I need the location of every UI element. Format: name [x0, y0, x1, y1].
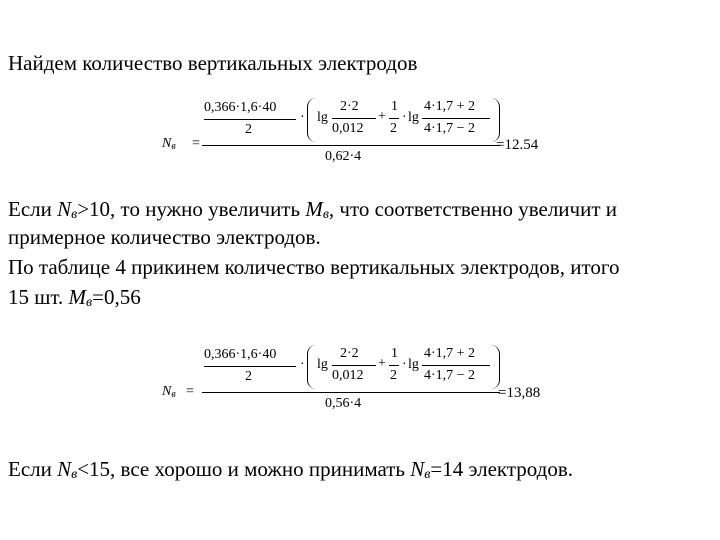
- eq2-dot: ·: [300, 357, 305, 372]
- eq1-frac2-bar: [389, 118, 399, 119]
- eq1-frac2-num: 1: [391, 99, 398, 114]
- eq1-frac1-den: 0,012: [332, 121, 364, 136]
- eq1-frac1-num: 2·2: [340, 99, 359, 114]
- eq2-lg1: lg: [317, 357, 328, 372]
- eq1-plus: +: [378, 109, 386, 124]
- eq1-frac3-num: 4·1,7 + 2: [424, 99, 476, 114]
- eq1-result: =12.54: [496, 137, 539, 153]
- equation-2: [150, 345, 570, 425]
- eq1-left-paren: [307, 98, 316, 142]
- paragraph-1-line-2: примерное количество электродов.: [8, 225, 321, 249]
- eq2-frac3-bar: [422, 365, 490, 366]
- eq2-plus: +: [378, 356, 386, 371]
- eq1-dot: ·: [300, 110, 305, 125]
- eq1-right-paren: [491, 98, 500, 142]
- eq2-denominator: 0,56·4: [325, 396, 362, 411]
- eq1-frac1-bar: [332, 118, 376, 119]
- eq1-frac2-den: 2: [390, 121, 397, 136]
- heading: Найдем количество вертикальных электродов: [8, 51, 418, 75]
- eq2-frac2-num: 1: [391, 346, 398, 361]
- eq2-frac1-den: 0,012: [332, 368, 364, 383]
- eq1-lhs: $N_в$: [162, 136, 176, 152]
- eq2-frac3-num: 4·1,7 + 2: [424, 346, 476, 361]
- eq2-lg2: lg: [408, 357, 419, 372]
- eq2-frac2-den: 2: [390, 368, 397, 383]
- eq1-dot2: ·: [402, 110, 407, 125]
- eq2-main-bar: [202, 392, 500, 393]
- eq1-frac3-bar: [422, 118, 490, 119]
- eq2-equals: =: [186, 384, 194, 399]
- eq2-frac1-bar: [332, 365, 376, 366]
- eq2-left-paren: [307, 345, 316, 389]
- paragraph-2-line-2: 15 шт. Mв=0,56: [8, 285, 141, 310]
- eq1-top-left-den: 2: [245, 122, 252, 137]
- eq1-lg2: lg: [408, 110, 419, 125]
- paragraph-2-line-1: По таблице 4 прикинем количество вертикальных электродов, итого: [8, 255, 620, 279]
- eq1-top-left-bar: [204, 119, 296, 120]
- eq1-equals: =: [192, 136, 200, 151]
- eq1-top-left-num: 0,366·1,6·40: [204, 100, 277, 115]
- eq2-right-paren: [491, 345, 500, 389]
- eq1-frac3-den: 4·1,7 − 2: [424, 121, 476, 136]
- eq2-frac2-bar: [389, 365, 399, 366]
- eq2-result: =13,88: [498, 385, 541, 401]
- eq2-lhs: $N_в$: [162, 384, 176, 400]
- eq2-top-left-num: 0,366·1,6·40: [204, 347, 277, 362]
- eq1-denominator: 0,62·4: [325, 149, 362, 164]
- eq2-frac3-den: 4·1,7 − 2: [424, 368, 476, 383]
- eq2-top-left-bar: [204, 366, 296, 367]
- equation-1: [150, 98, 570, 178]
- paragraph-3: Если Nв<15, все хорошо и можно принимать Nв=14 электродов.: [8, 457, 573, 482]
- eq2-top-left-den: 2: [245, 369, 252, 384]
- eq2-frac1-num: 2·2: [340, 346, 359, 361]
- eq1-main-bar: [202, 145, 500, 146]
- eq2-dot2: ·: [402, 357, 407, 372]
- paragraph-1-line-1: Если Nв>10, то нужно увеличить Mв, что соответственно увеличит и: [8, 197, 618, 222]
- eq1-lg1: lg: [317, 110, 328, 125]
